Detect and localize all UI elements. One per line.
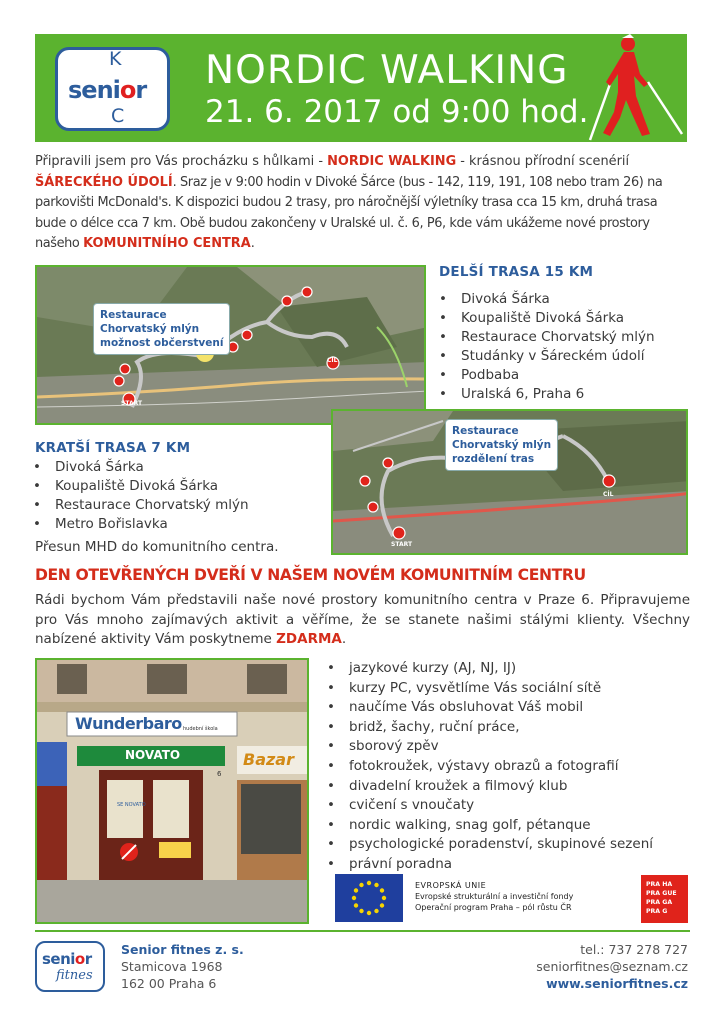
wunderbaro-sign: Wunderbaro — [75, 714, 182, 733]
short-route-map — [331, 409, 688, 555]
contact-phone: tel.: 737 278 727 — [580, 942, 688, 957]
activity-item: • nordic walking, snag golf, pétanque — [327, 816, 653, 836]
short-route-item: • Koupaliště Divoká Šárka — [33, 477, 249, 496]
short-route-list — [33, 458, 249, 534]
header-banner — [35, 34, 687, 142]
highlight-sarecke-udoli: ŠÁRECKÉHO ÚDOLÍ — [35, 174, 173, 190]
activity-item: • jazykové kurzy (AJ, NJ, IJ) — [327, 659, 653, 679]
long-route-item: • Restaurace Chorvatský mlýn — [439, 328, 655, 347]
eu-flag-icon — [335, 874, 403, 922]
map1-start-label: START — [121, 400, 143, 407]
contact-info — [500, 941, 688, 992]
logo-letter-c: C — [111, 105, 125, 127]
map1-label: Restaurace Chorvatský mlýn možnost občerstvení — [93, 303, 230, 355]
long-route-map — [35, 265, 426, 425]
logo-senior-text: senior — [68, 76, 147, 104]
event-title: NORDIC WALKING — [205, 48, 569, 93]
short-route-item: • Metro Bořislavka — [33, 515, 249, 534]
senior-fitnes-logo: senior fitnes — [35, 941, 105, 992]
activity-item: • naučíme Vás obsluhovat Váš mobil — [327, 698, 653, 718]
short-route-title: KRATŠÍ TRASA 7 KM — [35, 440, 191, 456]
short-route-item: • Divoká Šárka — [33, 458, 249, 477]
transfer-note: Přesun MHD do komunitního centra. — [35, 539, 279, 555]
open-day-heading: DEN OTEVŘENÝCH DVEŘÍ V NAŠEM NOVÉM KOMUNITNÍM CENTRU — [35, 566, 586, 584]
activities-list — [327, 659, 653, 875]
kc-senior-logo — [55, 47, 170, 131]
activity-item: • psychologické poradenství, skupinové sezení — [327, 835, 653, 855]
bazar-sign: Bazar — [243, 750, 294, 769]
org-city: 162 00 Praha 6 — [121, 976, 217, 991]
logo-letter-k: K — [109, 48, 122, 70]
activity-item: • právní poradna — [327, 855, 653, 875]
contact-website[interactable]: www.seniorfitnes.cz — [546, 976, 688, 991]
long-route-list — [439, 290, 655, 404]
activity-item: • bridž, šachy, ruční práce, — [327, 718, 653, 738]
org-street: Stamicova 1968 — [121, 959, 223, 974]
activity-item: • fotokroužek, výstavy obrazů a fotografií — [327, 757, 653, 777]
long-route-item: • Podbaba — [439, 366, 655, 385]
activity-item: • cvičení s vnoučaty — [327, 796, 653, 816]
highlight-zdarma: ZDARMA — [276, 631, 342, 647]
novato-sign: NOVATO — [125, 748, 181, 762]
highlight-nordic-walking: NORDIC WALKING — [327, 154, 457, 169]
short-route-item: • Restaurace Chorvatský mlýn — [33, 496, 249, 515]
map2-start-label: START — [391, 541, 413, 548]
activity-item: • sborový zpěv — [327, 737, 653, 757]
map1-finish-label: CÍL — [327, 357, 338, 364]
house-number: 6 — [217, 770, 222, 778]
event-date: 21. 6. 2017 od 9:00 hod. — [205, 94, 589, 130]
map2-finish-label: CÍL — [603, 491, 614, 498]
long-route-item: • Studánky v Šáreckém údolí — [439, 347, 655, 366]
footer-divider — [35, 930, 690, 932]
long-route-title: DELŠÍ TRASA 15 KM — [439, 264, 594, 280]
storefront-illustration — [37, 660, 307, 922]
praha-logo: PRA HA PRA GUE PRA GA PRA G — [641, 875, 688, 923]
organization-address — [121, 941, 244, 992]
long-route-item: • Uralská 6, Praha 6 — [439, 385, 655, 404]
open-day-paragraph: Rádi bychom Vám představili naše nové prostory komunitního centra v Praze 6. Připravujeme pro Vás mnoho zajímavých aktivit a věříme, že se stanete našimi stálými klienty. Všechny nabízené aktivity Vám poskytneme ZDARMA. — [35, 592, 690, 647]
nordic-walker-icon — [570, 34, 687, 142]
map2-label: Restaurace Chorvatský mlýn rozdělení tras — [445, 419, 558, 471]
door-label: SE NOVATO — [117, 802, 146, 808]
community-center-photo — [35, 658, 309, 924]
org-name: Senior fitnes z. s. — [121, 942, 244, 957]
intro-paragraph: Připravili jsem pro Vás procházku s hůlkami - NORDIC WALKING - krásnou přírodní scenérií ŠÁRECKÉHO ÚDOLÍ. Sraz je v 9:00 hodin v Divoké Šárce (bus - 142, 119, 191, 108 nebo tram 26) na parkovišti McDonald's. K dispozici budou 2 trasy, pro náročnější výletníky trasa cca 15 km, druhá trasa bude o délce cca 7 km. Obě budou zakončeny v Uralské ul. č. 6, P6, kde vám ukážeme nové prostory našeho KOMUNITNÍHO CENTRA. — [35, 154, 663, 251]
long-route-item: • Koupaliště Divoká Šárka — [439, 309, 655, 328]
highlight-komunitni-centrum: KOMUNITNÍHO CENTRA — [83, 236, 251, 251]
long-route-item: • Divoká Šárka — [439, 290, 655, 309]
activity-item: • kurzy PC, vysvětlíme Vás sociální sítě — [327, 679, 653, 699]
wunderbaro-subtitle: hudební škola — [183, 726, 218, 732]
activity-item: • divadelní kroužek a filmový klub — [327, 777, 653, 797]
eu-text: EVROPSKÁ UNIE Evropské strukturální a investiční fondy Operační program Praha – pól růstu ČR — [415, 881, 574, 912]
contact-email[interactable]: seniorfitnes@seznam.cz — [536, 959, 688, 974]
eu-funding-logo — [335, 874, 590, 924]
